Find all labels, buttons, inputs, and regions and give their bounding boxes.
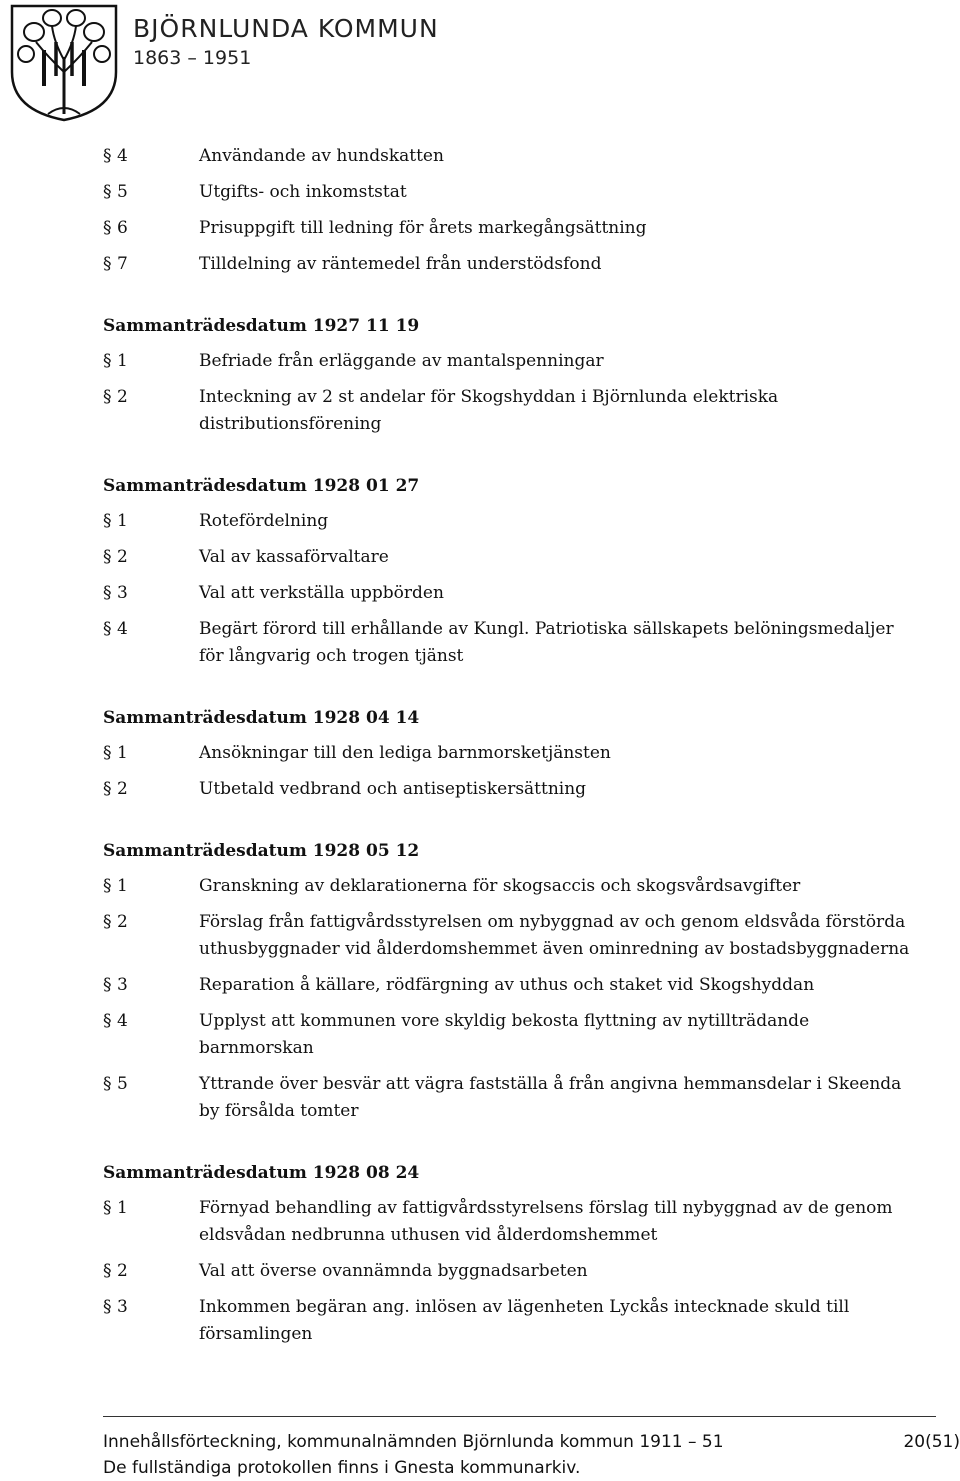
list-item (103, 909, 923, 963)
list-item (103, 1071, 923, 1125)
list-item (103, 1195, 923, 1249)
item-number: 4 (117, 146, 128, 166)
item-text: Reparation å källare, rödfärgning av uthus och staket vid Skogshyddan (199, 975, 815, 995)
item-number: 1 (117, 876, 128, 896)
meeting-section (103, 474, 923, 670)
item-number: 7 (117, 254, 128, 274)
section-symbol: § (103, 743, 112, 763)
item-text: Val att verkställa uppbörden (199, 583, 444, 603)
item-number: 2 (117, 912, 128, 932)
item-text: Användande av hundskatten (199, 146, 444, 166)
section-symbol: § (103, 351, 112, 371)
list-item (103, 384, 923, 438)
item-text: Val att överse ovannämnda byggnadsarbeten (199, 1261, 588, 1281)
item-number: 2 (117, 779, 128, 799)
protocol-index (103, 143, 923, 1384)
item-number: 4 (117, 619, 128, 639)
section-symbol: § (103, 146, 112, 166)
coat-of-arms-icon (8, 2, 120, 122)
footer-title: Innehållsförteckning, kommunalnämnden Björnlunda kommun 1911 – 51 (103, 1432, 724, 1452)
meeting-date-heading: Sammanträdesdatum 1928 04 14 (103, 708, 420, 728)
footer-note: De fullständiga protokollen finns i Gnesta kommunarkiv. (103, 1458, 581, 1478)
section-symbol: § (103, 547, 112, 567)
list-item (103, 143, 923, 170)
list-item (103, 544, 923, 571)
item-text: Upplyst att kommunen vore skyldig bekosta flyttning av nytillträdande barnmorskan (199, 1011, 810, 1058)
list-item (103, 348, 923, 375)
section-symbol: § (103, 619, 112, 639)
item-number: 3 (117, 583, 128, 603)
list-item (103, 251, 923, 278)
list-item (103, 179, 923, 206)
item-text: Befriade från erläggande av mantalspenningar (199, 351, 604, 371)
item-number: 3 (117, 975, 128, 995)
item-text: Inteckning av 2 st andelar för Skogshyddan i Björnlunda elektriska distributionsförening (199, 387, 779, 434)
item-text: Granskning av deklarationerna för skogsaccis och skogsvårdsavgifter (199, 876, 801, 896)
item-number: 4 (117, 1011, 128, 1031)
meeting-date-heading: Sammanträdesdatum 1928 05 12 (103, 841, 420, 861)
list-item (103, 873, 923, 900)
section-symbol: § (103, 876, 112, 896)
meeting-section (103, 314, 923, 438)
item-text: Utbetald vedbrand och antiseptiskersättning (199, 779, 587, 799)
organization-years: 1863 – 1951 (133, 47, 252, 69)
meeting-section (103, 706, 923, 803)
section-symbol: § (103, 387, 112, 407)
list-item (103, 972, 923, 999)
list-item (103, 508, 923, 535)
list-item (103, 1258, 923, 1285)
item-number: 2 (117, 1261, 128, 1281)
item-number: 2 (117, 387, 128, 407)
list-item (103, 1008, 923, 1062)
organization-name: BJÖRNLUNDA KOMMUN (133, 14, 439, 43)
meeting-section (103, 839, 923, 1125)
item-number: 1 (117, 511, 128, 531)
item-number: 5 (117, 182, 128, 202)
section-symbol: § (103, 583, 112, 603)
section-symbol: § (103, 779, 112, 799)
item-text: Förslag från fattigvårdsstyrelsen om nybyggnad av och genom eldsvåda förstörda uthusbyggnader vid ålderdomshemmet även ominredning av bostadsbyggnaderna (199, 912, 910, 959)
item-text: Prisuppgift till ledning för årets markegångsättning (199, 218, 647, 238)
item-number: 1 (117, 1198, 128, 1218)
section-symbol: § (103, 975, 112, 995)
item-number: 1 (117, 351, 128, 371)
section-symbol: § (103, 182, 112, 202)
item-number: 1 (117, 743, 128, 763)
section-symbol: § (103, 912, 112, 932)
item-text: Yttrande över besvär att vägra fastställa å från angivna hemmansdelar i Skeenda by försålda tomter (199, 1074, 902, 1121)
list-item (103, 580, 923, 607)
section-symbol: § (103, 254, 112, 274)
item-number: 6 (117, 218, 128, 238)
footer-divider (103, 1416, 936, 1417)
section-symbol: § (103, 1297, 112, 1317)
item-text: Tilldelning av räntemedel från understödsfond (199, 254, 602, 274)
meeting-date-heading: Sammanträdesdatum 1928 08 24 (103, 1163, 420, 1183)
item-text: Inkommen begäran ang. inlösen av lägenheten Lyckås intecknade skuld till församlingen (199, 1297, 850, 1344)
section-symbol: § (103, 1198, 112, 1218)
section-symbol: § (103, 1261, 112, 1281)
list-item (103, 1294, 923, 1348)
section-symbol: § (103, 1074, 112, 1094)
item-number: 2 (117, 547, 128, 567)
list-item (103, 776, 923, 803)
item-text: Val av kassaförvaltare (199, 547, 389, 567)
list-item (103, 616, 923, 670)
meeting-section (103, 143, 923, 278)
list-item (103, 740, 923, 767)
item-text: Begärt förord till erhållande av Kungl. Patriotiska sällskapets belöningsmedaljer för långvarig och trogen tjänst (199, 619, 894, 666)
meeting-date-heading: Sammanträdesdatum 1928 01 27 (103, 476, 420, 496)
item-text: Utgifts- och inkomststat (199, 182, 407, 202)
section-symbol: § (103, 1011, 112, 1031)
meeting-section (103, 1161, 923, 1348)
item-text: Rotefördelning (199, 511, 329, 531)
page-number: 20(51) (903, 1432, 960, 1452)
item-number: 3 (117, 1297, 128, 1317)
section-symbol: § (103, 218, 112, 238)
item-number: 5 (117, 1074, 128, 1094)
section-symbol: § (103, 511, 112, 531)
meeting-date-heading: Sammanträdesdatum 1927 11 19 (103, 316, 420, 336)
item-text: Förnyad behandling av fattigvårdsstyrelsens förslag till nybyggnad av de genom eldsvådan nedbrunna uthusen vid ålderdomshemmet (199, 1198, 893, 1245)
list-item (103, 215, 923, 242)
item-text: Ansökningar till den lediga barnmorsketjänsten (199, 743, 611, 763)
